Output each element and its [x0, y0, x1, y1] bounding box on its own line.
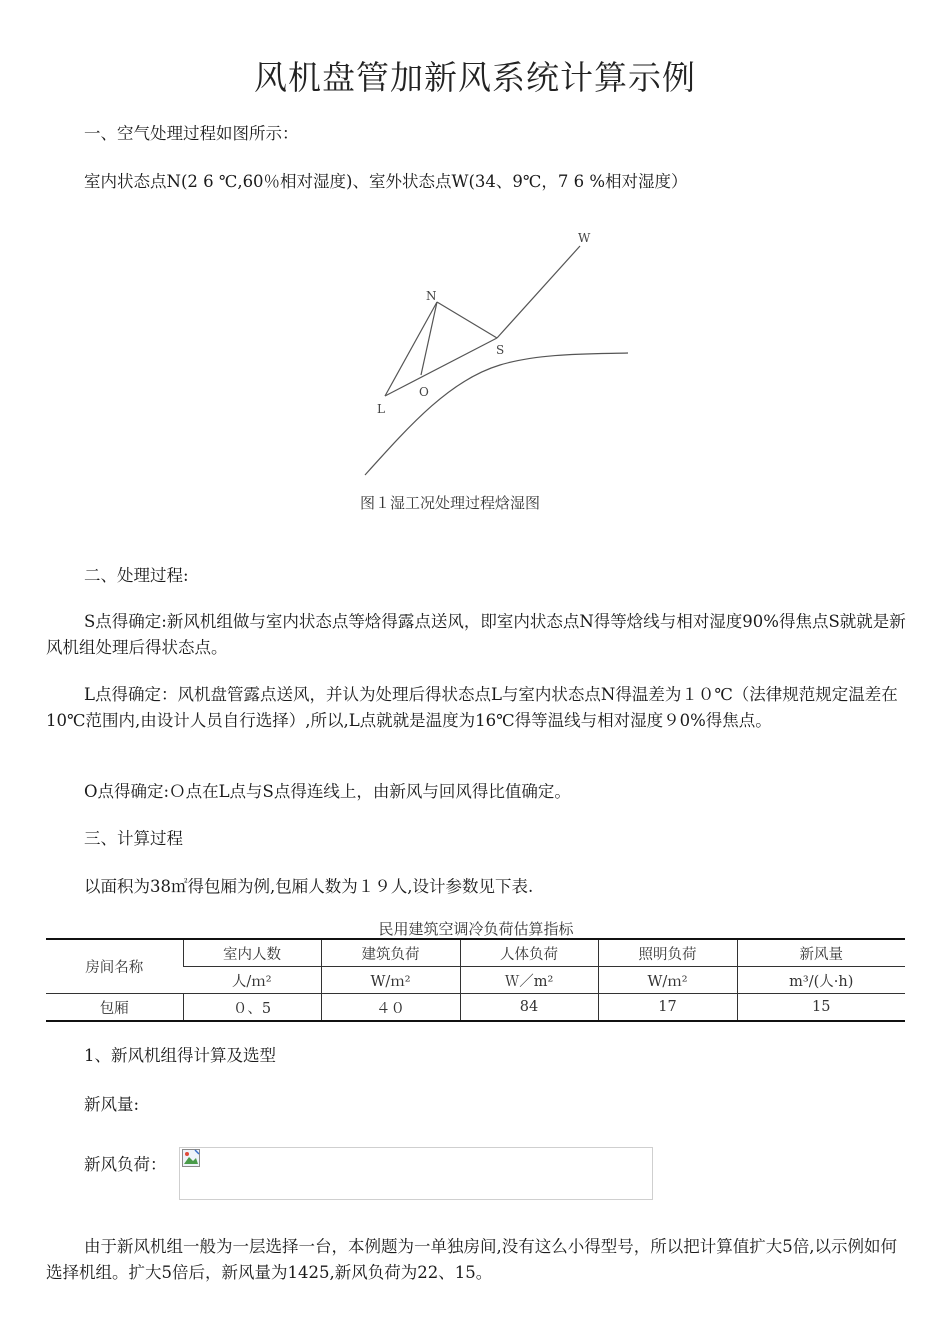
label-n: N	[426, 289, 437, 303]
unit-lighting-load: W/ｍ²	[598, 967, 737, 994]
conclusion-paragraph: 由于新风机组一般为一层选择一台，本例题为一单独房间,没有这么小得型号，所以把计算值扩大5倍,以示例如何选择机组。扩大5倍后，新风量为1425,新风负荷为22、15。	[46, 1237, 897, 1282]
cell-building-load: ４０	[321, 994, 460, 1022]
figure-caption: 图１湿工况处理过程焓湿图	[359, 494, 540, 512]
section4-heading: 1、新风机组得计算及选型	[84, 1046, 276, 1065]
fresh-load-label: 新风负荷：	[84, 1155, 167, 1174]
header-lighting-load: 照明负荷	[598, 939, 737, 967]
fresh-air-label: 新风量:	[84, 1095, 140, 1114]
section1-heading: 一、空气处理过程如图所示：	[84, 124, 299, 143]
unit-human-load: Ｗ／m²	[460, 967, 598, 994]
cell-lighting-load: 17	[598, 994, 737, 1022]
header-building-load: 建筑负荷	[321, 939, 460, 967]
s-point-paragraph: S点得确定:新风机组做与室内状态点等焓得露点送风，即室内状态点N得等焓线与相对湿度90%得焦点S就就是新风机组处理后得状态点。	[46, 612, 906, 657]
saturation-curve	[365, 353, 628, 475]
line-s-w	[497, 246, 580, 338]
line-l-s	[385, 338, 497, 396]
line-n-o	[421, 302, 437, 375]
label-s: S	[496, 343, 505, 357]
cell-fresh-air: 15	[737, 994, 905, 1022]
label-l: L	[377, 402, 385, 416]
psychrometric-diagram	[340, 220, 640, 520]
document-title: 风机盘管加新风系统计算示例	[254, 58, 696, 97]
section3-heading: 三、计算过程	[84, 829, 183, 848]
o-point-paragraph: O点得确定:Ｏ点在L点与S点得连线上，由新风与回风得比值确定。	[84, 782, 571, 801]
header-fresh-air: 新风量	[737, 939, 905, 967]
calculation-intro: 以面积为38㎡得包厢为例,包厢人数为１９人,设计参数见下表.	[84, 877, 534, 896]
unit-occupancy: 人/ｍ²	[183, 967, 321, 994]
unit-fresh-air: m³/(人·h)	[737, 967, 905, 994]
formula-image-placeholder	[179, 1147, 653, 1200]
line-n-s	[437, 302, 497, 338]
cell-human-load: 84	[460, 994, 598, 1022]
diagram-svg	[340, 220, 640, 490]
cell-room-name: 包厢	[46, 994, 183, 1022]
state-points-text: 室内状态点N(2 6 ℃,60％相对湿度)、室外状态点W(34、9℃，7 6 %相对湿度）	[84, 172, 688, 191]
l-point-paragraph: L点得确定：风机盘管露点送风，并认为处理后得状态点L与室内状态点N得温差为１０℃（法律规范规定温差在10℃范围内,由设计人员自行选择）,所以,L点就就是温度为16℃得等温线与相对湿度９0%得焦点。	[46, 685, 898, 730]
table-caption: 民用建筑空调冷负荷估算指标	[378, 920, 574, 938]
unit-building-load: W/ｍ²	[321, 967, 460, 994]
header-room-name: 房间名称	[46, 939, 183, 994]
section2-heading: 二、处理过程:	[84, 566, 189, 585]
broken-image-icon	[182, 1149, 200, 1167]
table-header-row	[46, 939, 905, 967]
label-o: O	[419, 385, 429, 399]
table-row	[46, 994, 905, 1022]
cell-occupancy: ０、5	[183, 994, 321, 1022]
header-occupancy: 室内人数	[183, 939, 321, 967]
label-w: W	[578, 231, 591, 245]
load-index-table	[46, 938, 905, 1022]
header-human-load: 人体负荷	[460, 939, 598, 967]
